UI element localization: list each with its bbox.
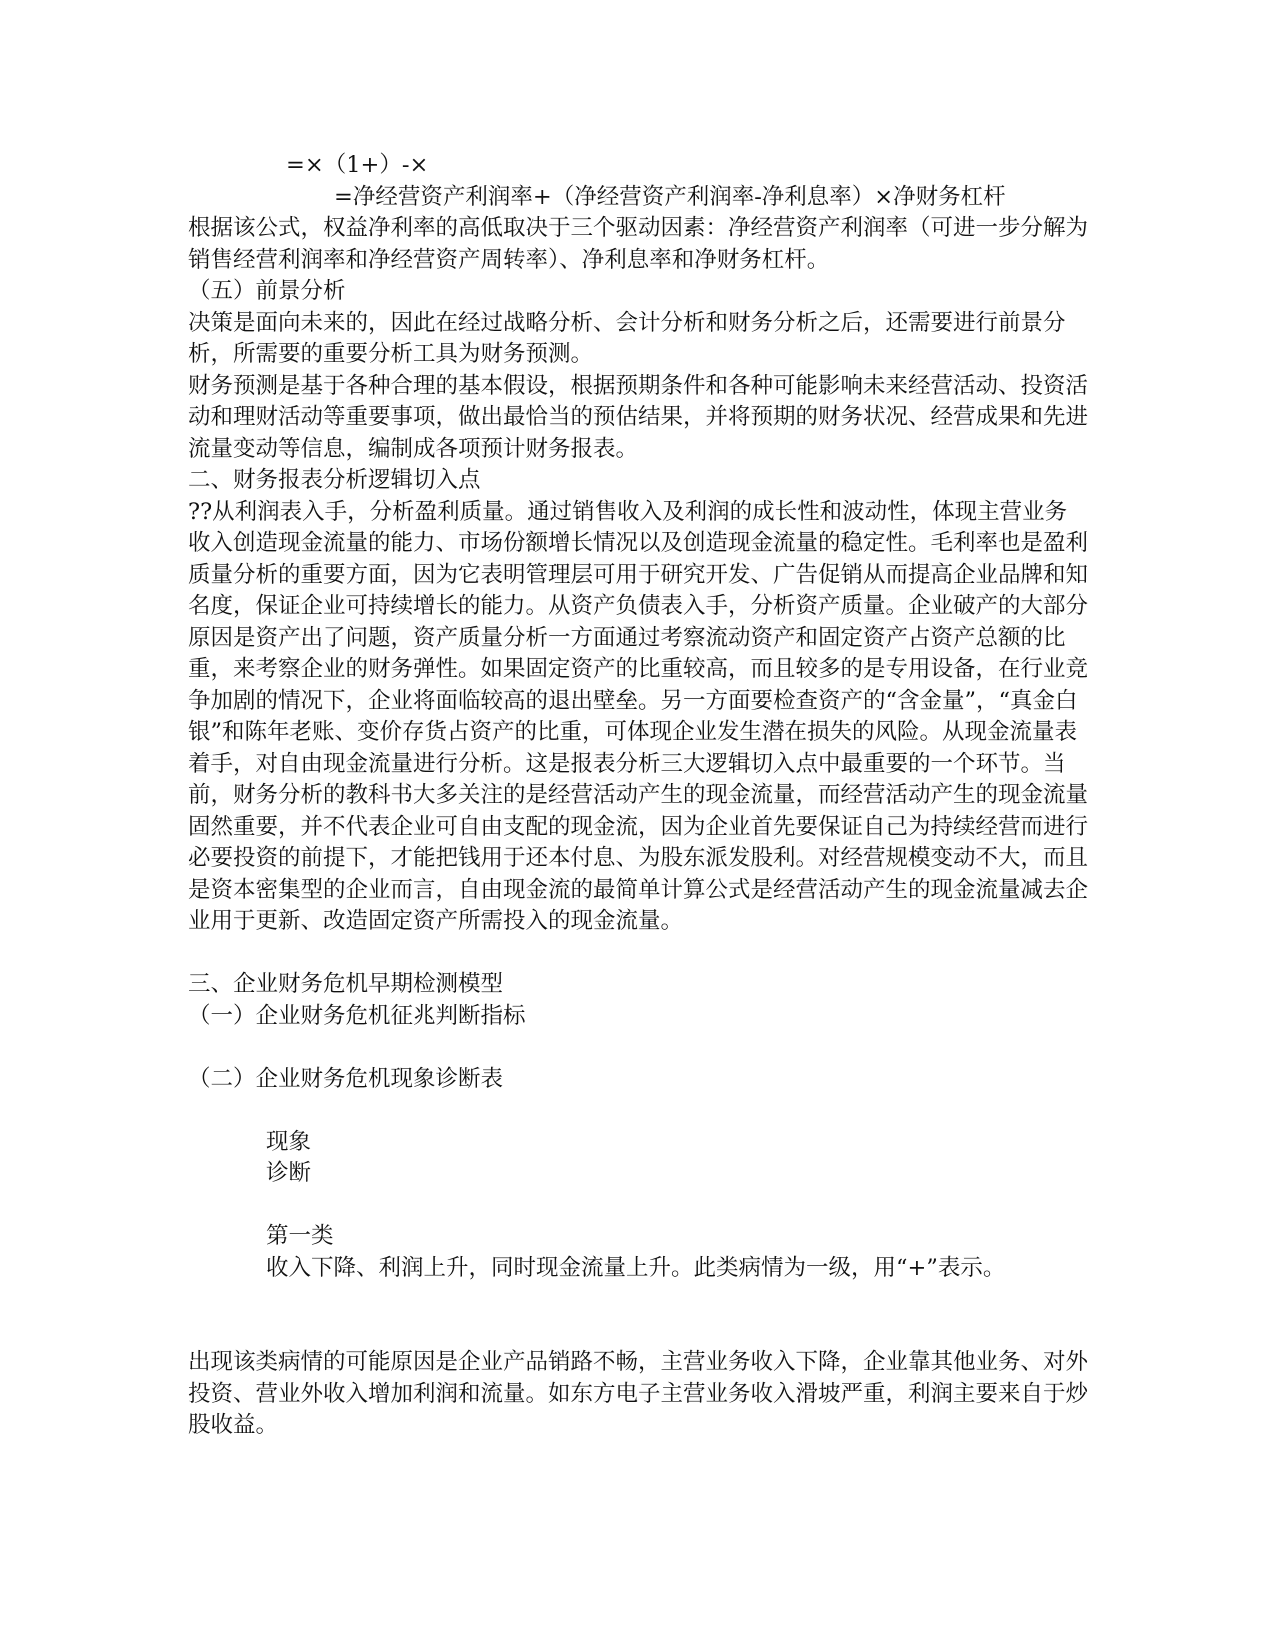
heading-section-3: 三、企业财务危机早期检测模型 — [188, 971, 504, 997]
paragraph-drivers: 根据该公式，权益净利率的高低取决于三个驱动因素：净经营资产利润率（可进一步分解为销售经营利润率和净经营资产周转率）、净利息率和净财务杠杆。 — [188, 215, 1089, 273]
table-header-diagnosis: 诊断 — [266, 1160, 312, 1186]
heading-section-2: 二、财务报表分析逻辑切入点 — [188, 467, 481, 493]
heading-indicators: （一）企业财务危机征兆判断指标 — [188, 1002, 526, 1029]
table-row-1-text: 收入下降、利润上升，同时现金流量上升。此类病情为一级，用“+”表示。 — [266, 1254, 1006, 1281]
formula-line-2: =净经营资产利润率+（净经营资产利润率-净利息率）×净财务杠杆 — [334, 183, 1006, 210]
table-row-1-class: 第一类 — [266, 1223, 334, 1249]
document-body — [188, 150, 1088, 1442]
spacer — [188, 1190, 1088, 1222]
paragraph-entry-points: ??从利润表入手，分析盈利质量。通过销售收入及利润的成长性和波动性，体现主营业务收入创造现金流量的能力、市场份额增长情况以及创造现金流量的稳定性。毛利率也是盈利质量分析的重要方面，因为它表明管理层可用于研究开发、广告促销从而提高企业品牌和知名度，保证企业可持续增长的能力。从资产负债表入手，分析资产质量。企业破产的大部分原因是资产出了问题，资产质量分析一方面通过考察流动资产和固定资产占资产总额的比重，来考察企业的财务弹性。如果固定资产的比重较高，而且较多的是专用设备，在行业竞争加剧的情况下，企业将面临较高的退出壁垒。另一方面要检查资产的“含金量”，“真金白银”和陈年老账、变价存货占资产的比重，可体现企业发生潜在损失的风险。从现金流量表着手，对自由现金流量进行分析。这是报表分析三大逻辑切入点中最重要的一个环节。当前，财务分析的教科书大多关注的是经营活动产生的现金流量，而经营活动产生的现金流量固然重要，并不代表企业可自由支配的现金流，因为企业首先要保证自己为持续经营而进行必要投资的前提下，才能把钱用于还本付息、为股东派发股利。对经营规模变动不大，而且是资本密集型的企业而言，自由现金流的最简单计算公式是经营活动产生的现金流量减去企业用于更新、改造固定资产所需投入的现金流量。 — [188, 498, 1089, 934]
spacer — [188, 1095, 1088, 1127]
paragraph-prospect-1: 决策是面向未来的，因此在经过战略分析、会计分析和财务分析之后，还需要进行前景分析，所需要的重要分析工具为财务预测。 — [188, 309, 1066, 367]
spacer — [188, 1032, 1088, 1064]
table-header-phenomenon: 现象 — [266, 1128, 312, 1155]
spacer — [188, 938, 1088, 970]
spacer — [188, 1284, 1088, 1316]
formula-line-1: =×（1+）-× — [286, 152, 429, 178]
heading-diagnosis-table: （二）企业财务危机现象诊断表 — [188, 1065, 504, 1092]
paragraph-prospect-2: 财务预测是基于各种合理的基本假设，根据预期条件和各种可能影响未来经营活动、投资活动和理财活动等重要事项，做出最恰当的预估结果，并将预期的财务状况、经营成果和先进流量变动等信息，编制成各项预计财务报表。 — [188, 372, 1089, 462]
spacer — [188, 1316, 1088, 1348]
heading-prospect-analysis: （五）前景分析 — [188, 278, 346, 304]
paragraph-causes: 出现该类病情的可能原因是企业产品销路不畅，主营业务收入下降，企业靠其他业务、对外投资、营业外收入增加利润和流量。如东方电子主营业务收入滑坡严重，利润主要来自于炒股收益。 — [188, 1349, 1089, 1438]
